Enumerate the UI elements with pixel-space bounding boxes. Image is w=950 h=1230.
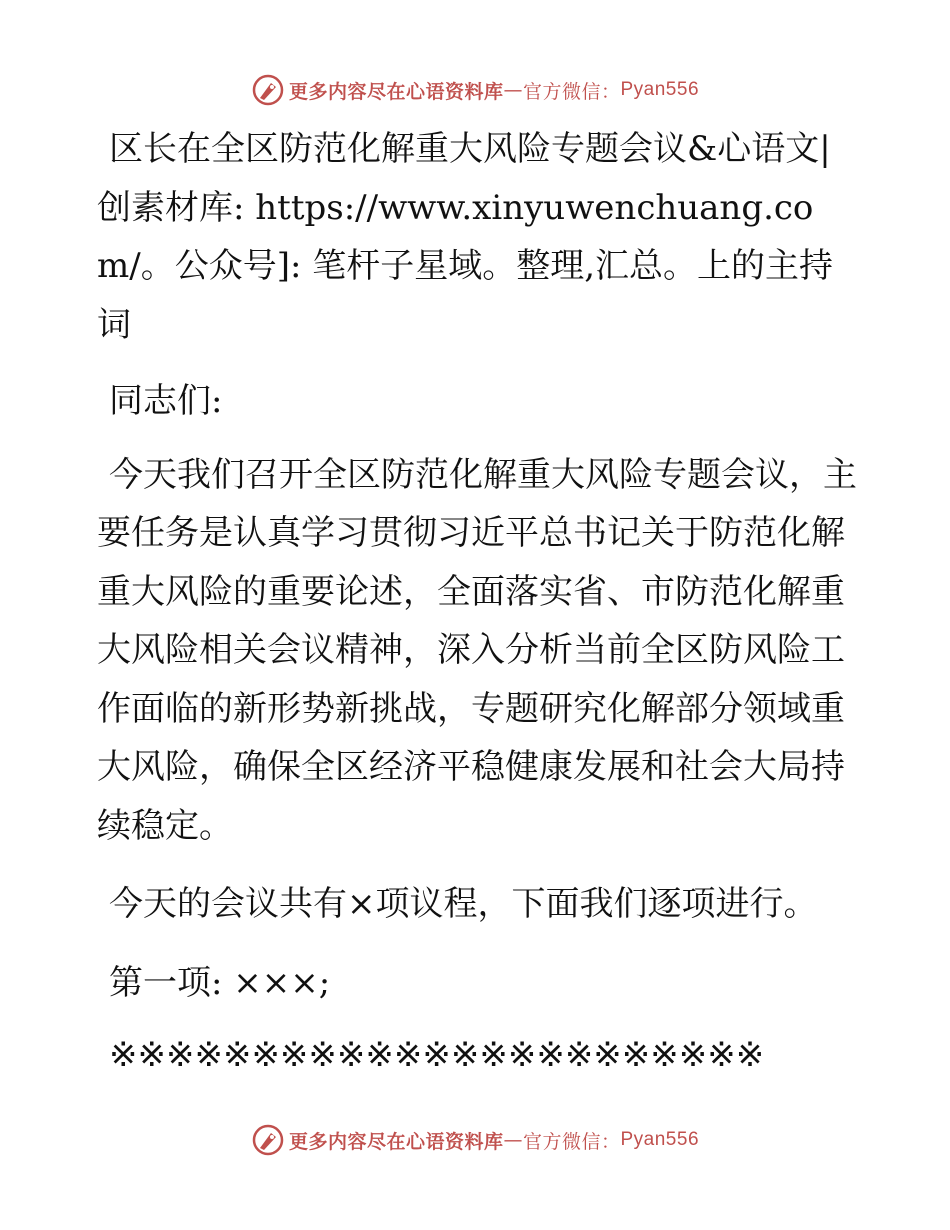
watermark-dash: —	[503, 1129, 523, 1151]
watermark-wechat-id: Pyan556	[620, 1129, 700, 1150]
watermark-main-text: 更多内容尽在心语资料库	[288, 1130, 504, 1153]
pen-nib-logo-icon	[251, 73, 285, 107]
pen-nib-logo-icon	[251, 1123, 285, 1157]
document-body	[97, 120, 857, 1085]
watermark-sub-text: 官方微信：	[522, 80, 621, 103]
footer-watermark	[0, 1120, 950, 1160]
watermark-wechat-id: Pyan556	[620, 79, 700, 100]
agenda-paragraph: 今天的会议共有×项议程，下面我们逐项进行。	[109, 884, 818, 924]
separator-line: ※※※※※※※※※※※※※※※※※※※※※※※	[109, 1035, 765, 1075]
header-watermark	[0, 70, 950, 110]
watermark-main-text: 更多内容尽在心语资料库	[288, 80, 504, 103]
body-paragraph: 今天我们召开全区防范化解重大风险专题会议，主要任务是认真学习贯彻习近平总书记关于防范化解重大风险的重要论述，全面落实省、市防范化解重大风险相关会议精神，深入分析当前全区防风险工作面临的新形势新挑战，专题研究化解部分领域重大风险，确保全区经济平稳健康发展和社会大局持续稳定。	[97, 454, 857, 846]
agenda-item-one: 第一项: ×××;	[109, 962, 331, 1003]
watermark-dash: —	[503, 79, 523, 101]
greeting: 同志们:	[109, 381, 223, 421]
watermark-sub-text: 官方微信：	[522, 1130, 621, 1153]
document-title: 区长在全区防范化解重大风险专题会议&心语文|创素材库: https://www.xinyuwenchuang.com/。公众号]: 笔杆子星域。整理,汇总。上的主持词	[97, 129, 834, 345]
